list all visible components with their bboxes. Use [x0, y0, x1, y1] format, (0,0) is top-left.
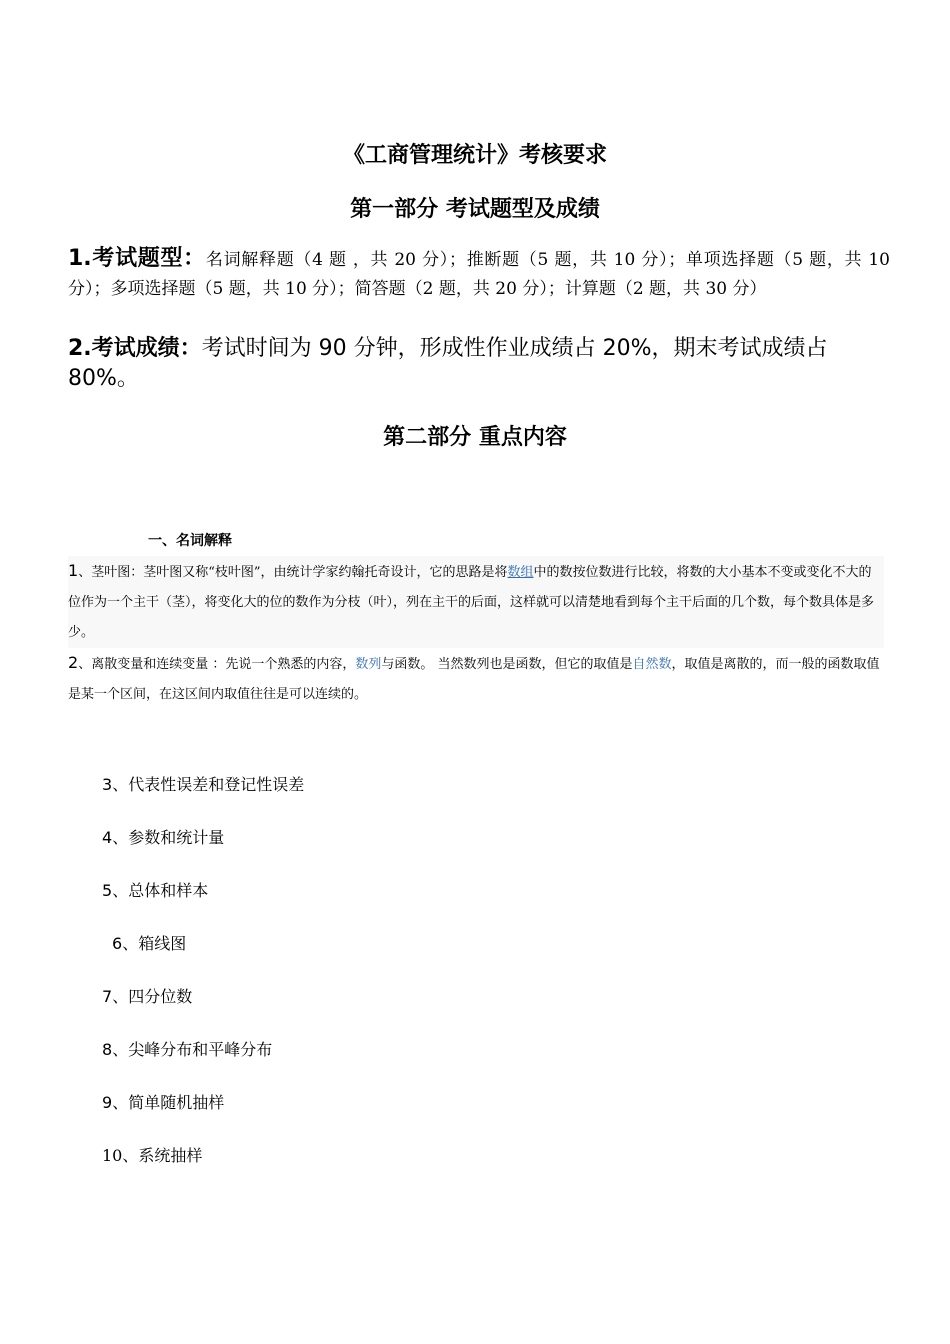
term-2-link-natural-number[interactable]: 自然数 [632, 657, 672, 672]
term-1-paragraph [68, 556, 884, 648]
exam-scores-paragraph [68, 334, 888, 394]
term-list-item [112, 931, 186, 954]
term-list-text: 、简单随机抽样 [112, 1093, 225, 1112]
term-list-number: 9 [102, 1093, 113, 1112]
term-list-number: 3 [102, 775, 113, 794]
term-list-text: 、参数和统计量 [112, 828, 225, 847]
term-list-item [102, 825, 224, 848]
exam-types-paragraph [68, 244, 890, 304]
exam-scores-lead: 2.考试成绩： [68, 336, 202, 361]
term-2-label: 、离散变量和连续变量 ： [78, 657, 226, 672]
term-2-text-a: 先说一个熟悉的内容， [225, 657, 356, 672]
term-list-number: 8 [102, 1040, 113, 1059]
term-2-text-c: ，取值是离散的，而一般的函数取值是某一个区间，在这区间内取值往往是可以连续的。 [68, 657, 880, 702]
term-1-number: 1 [68, 561, 79, 580]
term-list-item [102, 1037, 272, 1060]
term-list-item [102, 772, 304, 795]
part-one-heading: 第一部分 考试题型及成绩 [350, 197, 600, 222]
term-list-number: 4 [102, 828, 113, 847]
document-title: 《工商管理统计》考核要求 [342, 143, 607, 168]
term-2-text-b: 与函数。 当然数列也是函数，但它的取值是 [381, 657, 633, 672]
term-list-number: 5 [102, 881, 113, 900]
term-list-item [102, 984, 192, 1007]
term-1-text-b: 中的数按位数进行比较，将数的大小基本不变或变化不大的位作为一个主干（茎），将变化大的位的数作为分枝（叶），列在主干的后面，这样就可以清楚地看到每个主干后面的几个数，每个数具体是多少。 [68, 565, 875, 640]
term-2-link-sequence[interactable]: 数列 [355, 657, 382, 672]
term-list-item [102, 1143, 202, 1166]
term-1-text-a: 茎叶图又称“枝叶图”，由统计学家约翰托奇设计，它的思路是将 [143, 565, 508, 580]
term-list-text: 、代表性误差和登记性误差 [112, 775, 305, 794]
term-list-text: 、四分位数 [112, 987, 193, 1006]
term-1-link-array[interactable]: 数组 [507, 565, 534, 580]
exam-types-body: 名词解释题（4 题 ，共 20 分）；推断题（5 题，共 10 分）；单项选择题（5 题，共 10 分）；多项选择题（5 题，共 10 分）；简答题（2 题，共 20 分）；计算题（2 题，共 30 分） [68, 250, 890, 299]
term-list-text: 、总体和样本 [112, 881, 209, 900]
term-list-item [102, 878, 208, 901]
exam-scores-body: 考试时间为 90 分钟，形成性作业成绩占 20%，期末考试成绩占 80%。 [68, 336, 828, 391]
term-1-label: 、茎叶图： [78, 565, 144, 580]
part-two-heading: 第二部分 重点内容 [383, 425, 567, 450]
exam-types-lead: 1.考试题型： [68, 246, 206, 271]
term-section-heading: 一、名词解释 [148, 533, 232, 549]
term-list-number: 10 [102, 1146, 123, 1165]
term-2-paragraph [68, 648, 882, 710]
term-2-number: 2 [68, 653, 79, 672]
term-list-text: 、箱线图 [122, 934, 187, 953]
term-list-text: 、系统抽样 [122, 1146, 203, 1165]
term-list-number: 7 [102, 987, 113, 1006]
term-list-text: 、尖峰分布和平峰分布 [112, 1040, 273, 1059]
term-list-number: 6 [112, 934, 123, 953]
term-list-item [102, 1090, 224, 1113]
